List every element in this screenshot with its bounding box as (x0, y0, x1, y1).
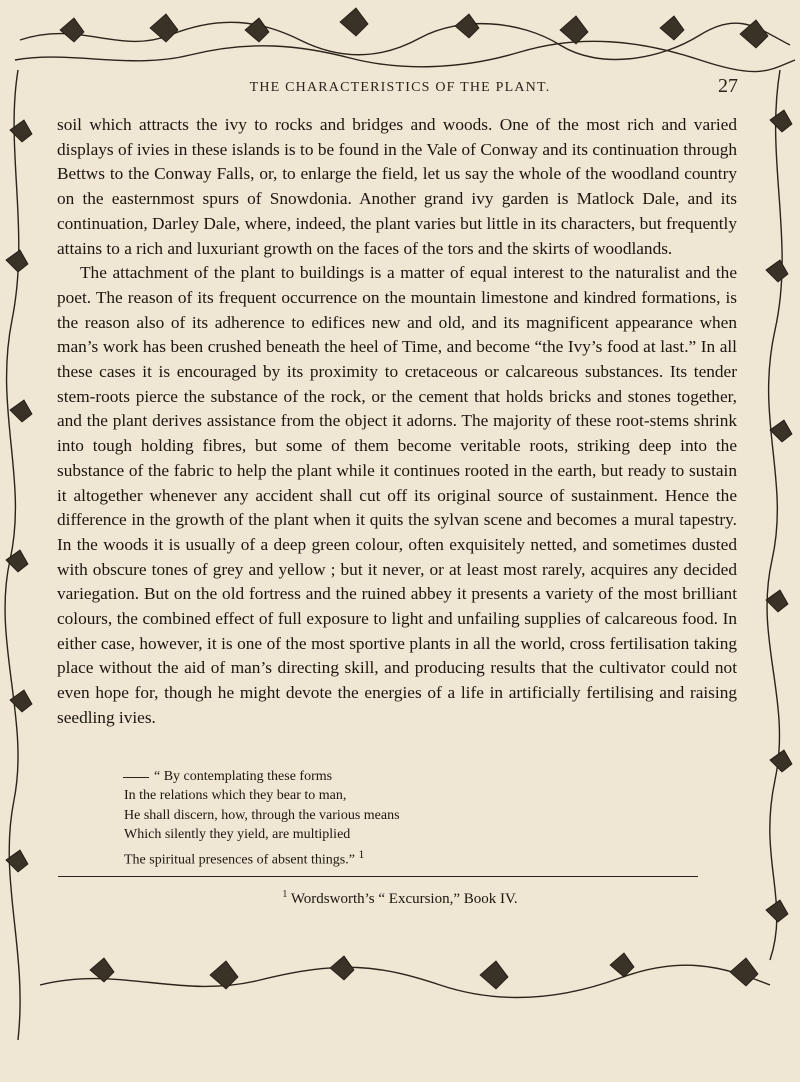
verse-line: The spiritual presences of absent things.” $^1$ (124, 847, 365, 868)
running-head: THE CHARACTERISTICS OF THE PLANT. (249, 80, 551, 95)
verse-line: He shall discern, how, through the various means (124, 807, 400, 823)
page-header (0, 75, 800, 102)
verse-quotation (124, 767, 684, 870)
footnote-rule (58, 876, 698, 877)
footnote (0, 889, 800, 908)
paragraph-continuation: soil which attracts the ivy to rocks and bridges and woods. One of the most rich and varied displays of ivies in these islands is to be found in the Vale of Conway and its continuation through Bettws to the Conway Falls, or, to enlarge the field, let us say the whole of the woodland country on the easternmost spurs of Snowdonia. Another grand ivy garden is Matlock Dale, and its continuation, Darley Dale, where, indeed, the plant varies but little in its characters, but frequently attains to a rich and luxuriant growth on the faces of the tors and the skirts of woodlands. (57, 115, 737, 258)
verse-line: Which silently they yield, are multiplied (124, 827, 351, 843)
paragraph-attachment: The attachment of the plant to buildings is a matter of equal interest to the naturalist and the poet. The reason of its frequent occurrence on the mountain limestone and kindred formations, is the reason also of its adherence to edifices new and old, and its magnificent appearance when man’s work has been crushed beneath the heel of Time, and become “the Ivy’s food at last.” In all these cases it is encouraged by its proximity to cretaceous or calcareous substances. Its tender stem-roots pierce the substance of the rock, or the cement that holds bricks and stones together, and the plant derives assistance from the object it adorns. The majority of these root-stems shrink into tough holding fibres, but some of them become veritable roots, striking deep into the substance of the fabric to help the plant while it continues rooted in the earth, but ready to sustain it altogether whenever any accident shall cut off its original source of sustainment. Hence the difference in the growth of the plant when it quits the sylvan scene and becomes a mural tapestry. In the woods it is usually of a deep green colour, often exquisitely netted, and sometimes dusted with obscure tones of grey and yellow ; but it never, or at least most rarely, acquires any decided variegation. But on the old fortress and the ruined abbey it presents a variety of the most brilliant colours, the combined effect of full exposure to light and unfailing supplies of calcareous food. In either case, however, it is one of the most sportive plants in all the world, cross fertilisation taking place without the aid of man’s directing skill, and producing results that the cultivator could not even hope for, though he might devote the energies of a life in artificially fertilising and raising seedling ivies. (57, 263, 737, 727)
verse-line: In the relations which they bear to man, (124, 788, 347, 804)
page-number: 27 (718, 75, 738, 97)
footnote-marker: 1 (282, 889, 288, 900)
body-text (57, 113, 737, 731)
footnote-reference: 1 (358, 847, 365, 861)
footnote-text: Wordsworth’s “ Excursion,” Book IV. (290, 891, 518, 907)
verse-line: “ By contemplating these forms (124, 767, 684, 786)
